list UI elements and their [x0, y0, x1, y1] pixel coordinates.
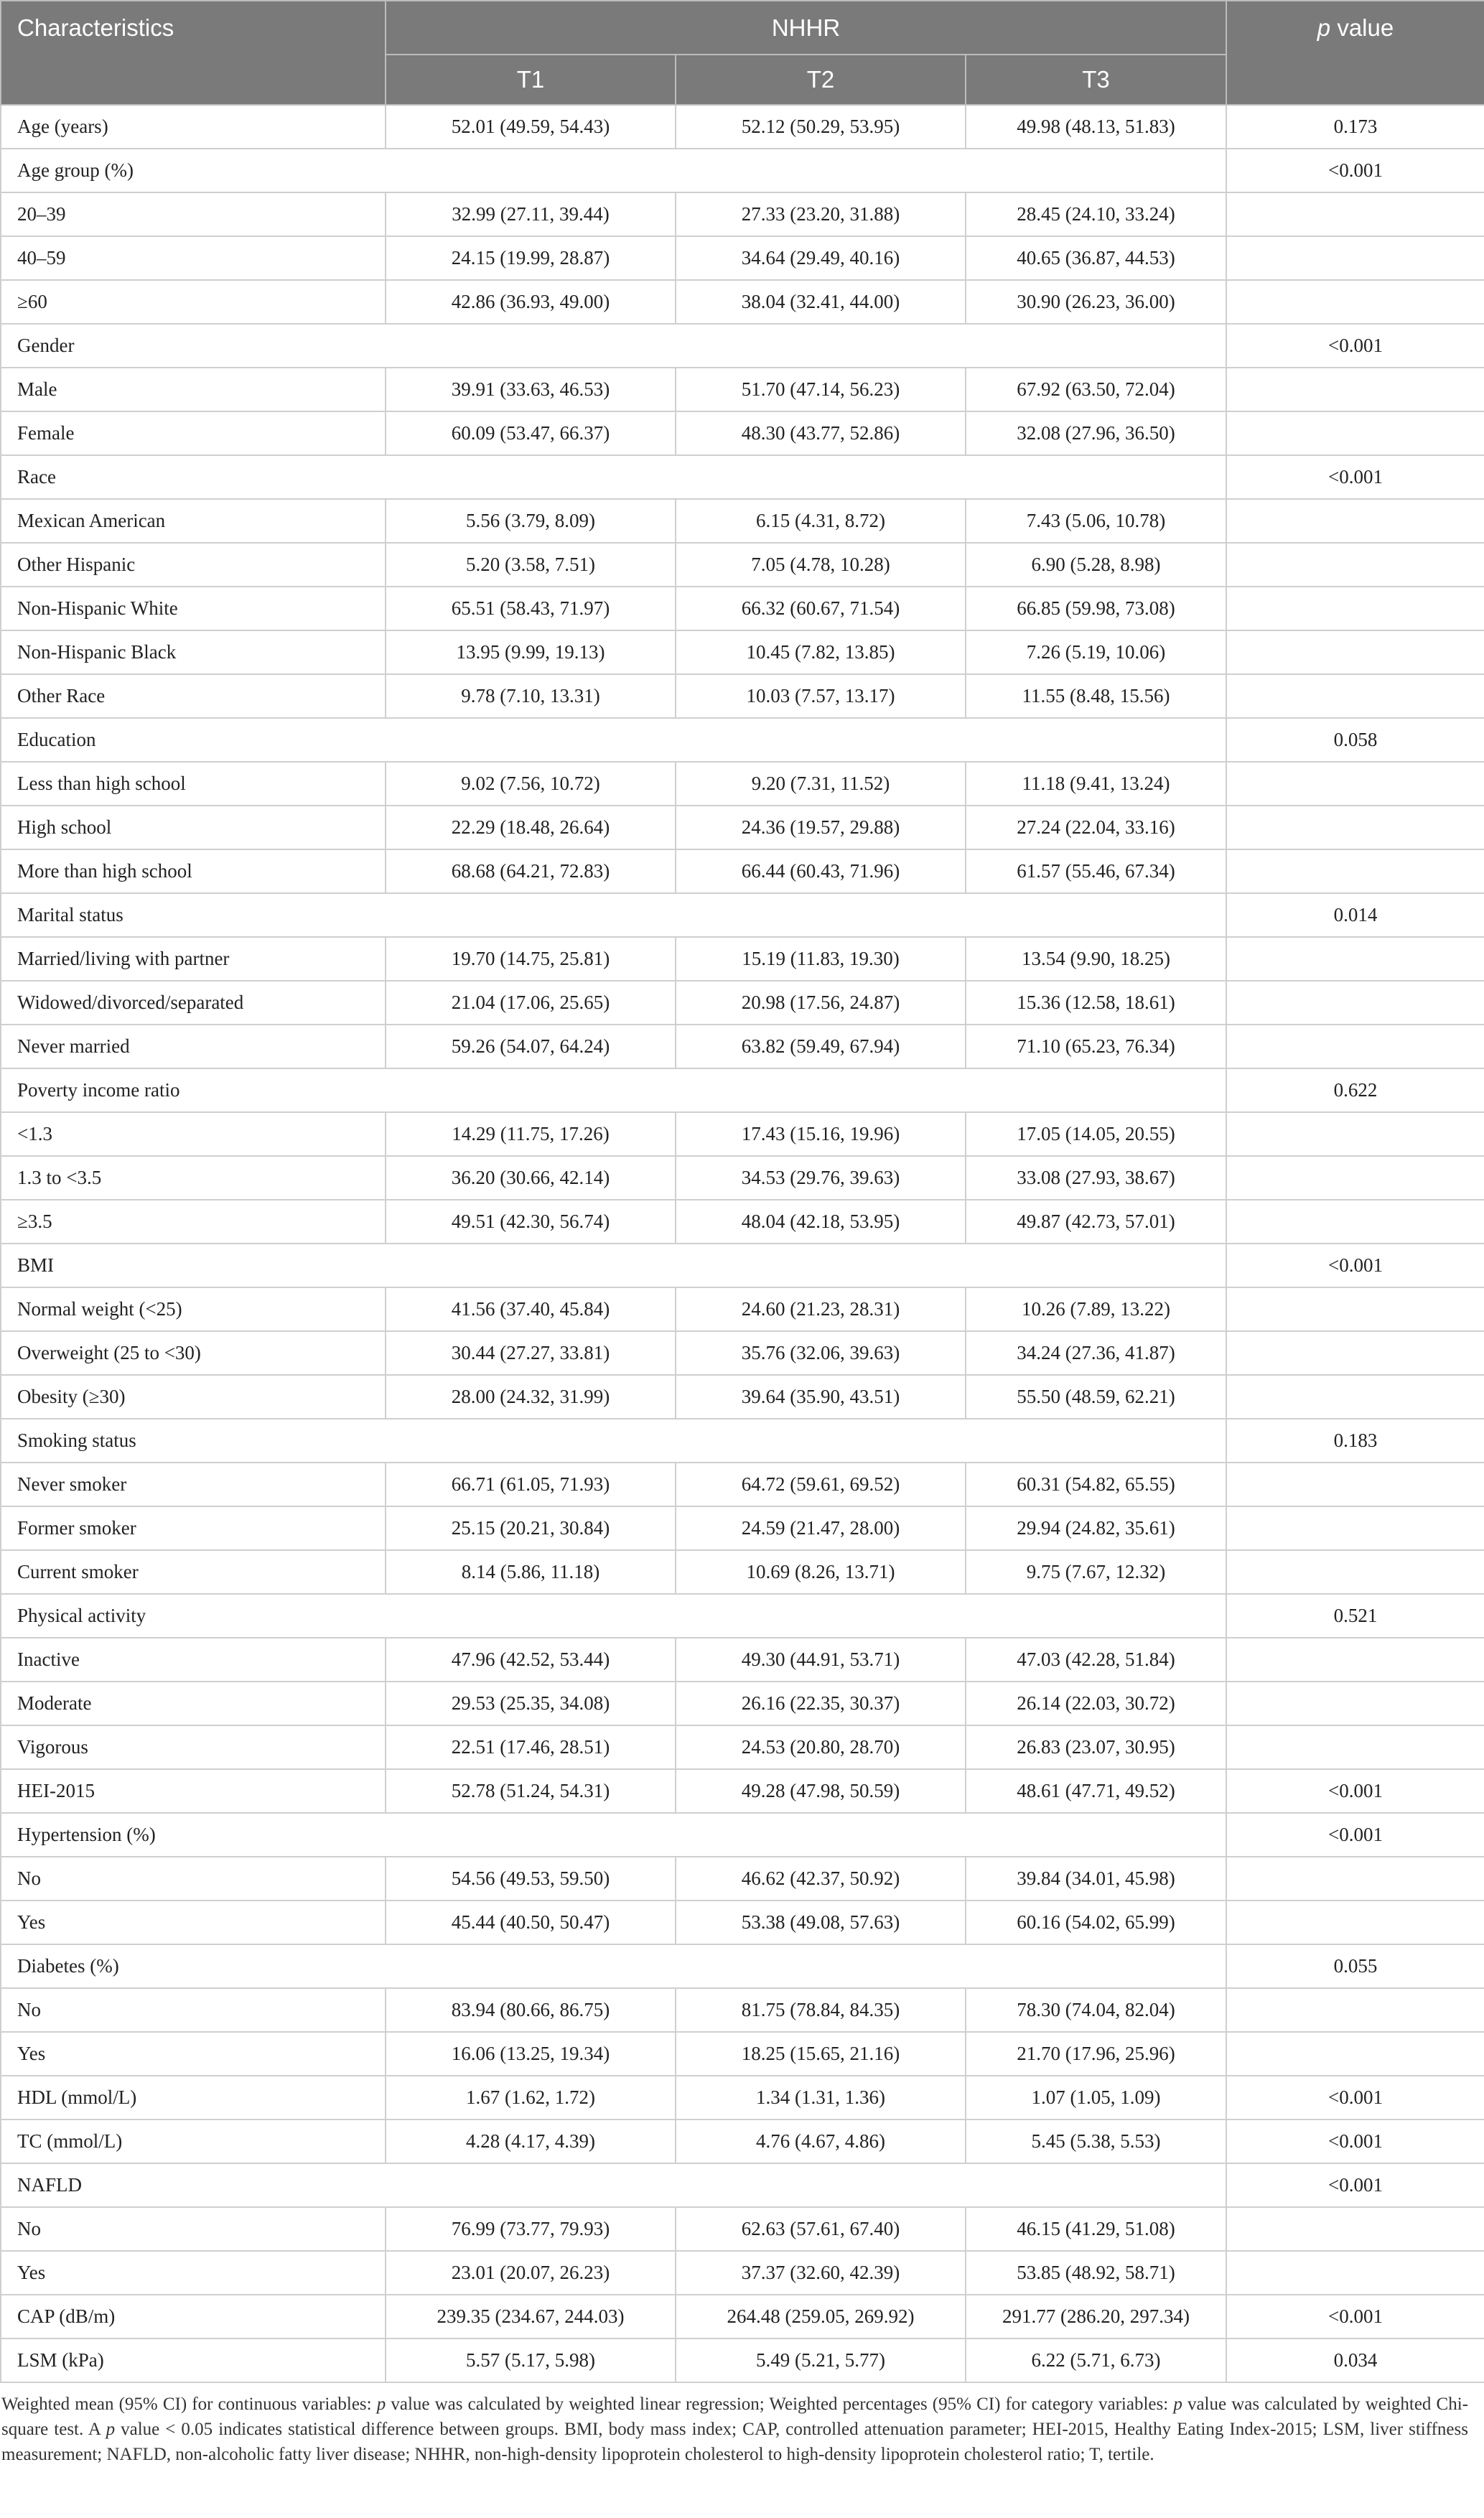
cell-t2: 20.98 (17.56, 24.87) — [676, 981, 966, 1025]
row-label: Vigorous — [1, 1725, 386, 1769]
cell-t2: 18.25 (15.65, 21.16) — [676, 2032, 966, 2076]
section-label: Hypertension (%) — [1, 1813, 1226, 1857]
table-section-row — [1, 1813, 1484, 1857]
cell-t3: 7.26 (5.19, 10.06) — [966, 630, 1226, 674]
table-header — [1, 1, 1484, 105]
cell-t3: 39.84 (34.01, 45.98) — [966, 1857, 1226, 1901]
header-p-rest: value — [1330, 14, 1394, 41]
cell-t2: 52.12 (50.29, 53.95) — [676, 105, 966, 149]
cell-t2: 264.48 (259.05, 269.92) — [676, 2295, 966, 2339]
row-label: Mexican American — [1, 499, 386, 543]
cell-p-value: <0.001 — [1226, 1244, 1484, 1287]
table-row — [1, 1901, 1484, 1944]
row-label: Other Race — [1, 674, 386, 718]
cell-p-value: <0.001 — [1226, 2120, 1484, 2163]
table-row — [1, 280, 1484, 324]
cell-p-value — [1226, 2251, 1484, 2295]
row-label: More than high school — [1, 849, 386, 893]
cell-p-value: <0.001 — [1226, 455, 1484, 499]
table-row — [1, 2076, 1484, 2120]
cell-p-value: <0.001 — [1226, 149, 1484, 192]
cell-t2: 15.19 (11.83, 19.30) — [676, 937, 966, 981]
cell-p-value: <0.001 — [1226, 2295, 1484, 2339]
cell-t2: 66.32 (60.67, 71.54) — [676, 587, 966, 630]
cell-p-value: <0.001 — [1226, 1769, 1484, 1813]
header-tertile-3: T3 — [966, 55, 1226, 105]
row-label: Obesity (≥30) — [1, 1375, 386, 1419]
cell-t2: 17.43 (15.16, 19.96) — [676, 1112, 966, 1156]
row-label: Yes — [1, 2251, 386, 2295]
cell-p-value: 0.622 — [1226, 1068, 1484, 1112]
table-row — [1, 236, 1484, 280]
cell-t1: 25.15 (20.21, 30.84) — [386, 1506, 676, 1550]
row-label: HDL (mmol/L) — [1, 2076, 386, 2120]
row-label: CAP (dB/m) — [1, 2295, 386, 2339]
cell-t3: 46.15 (41.29, 51.08) — [966, 2207, 1226, 2251]
cell-t1: 4.28 (4.17, 4.39) — [386, 2120, 676, 2163]
row-label: <1.3 — [1, 1112, 386, 1156]
cell-p-value — [1226, 236, 1484, 280]
table-row — [1, 1156, 1484, 1200]
cell-t2: 37.37 (32.60, 42.39) — [676, 2251, 966, 2295]
table-row — [1, 1287, 1484, 1331]
section-label: Marital status — [1, 893, 1226, 937]
cell-t3: 13.54 (9.90, 18.25) — [966, 937, 1226, 981]
row-label: Married/living with partner — [1, 937, 386, 981]
row-label: Other Hispanic — [1, 543, 386, 587]
footnote-part-3: value was calculated by weighted Chi-square test. A — [1, 2395, 1468, 2439]
cell-t1: 60.09 (53.47, 66.37) — [386, 411, 676, 455]
table-row — [1, 1506, 1484, 1550]
cell-t1: 39.91 (33.63, 46.53) — [386, 368, 676, 411]
cell-t3: 11.18 (9.41, 13.24) — [966, 762, 1226, 806]
cell-t3: 26.83 (23.07, 30.95) — [966, 1725, 1226, 1769]
cell-t2: 24.60 (21.23, 28.31) — [676, 1287, 966, 1331]
cell-t2: 24.36 (19.57, 29.88) — [676, 806, 966, 849]
table-section-row — [1, 1068, 1484, 1112]
cell-p-value — [1226, 1550, 1484, 1594]
cell-t3: 15.36 (12.58, 18.61) — [966, 981, 1226, 1025]
cell-t2: 24.59 (21.47, 28.00) — [676, 1506, 966, 1550]
cell-t3: 48.61 (47.71, 49.52) — [966, 1769, 1226, 1813]
cell-t1: 13.95 (9.99, 19.13) — [386, 630, 676, 674]
cell-p-value — [1226, 937, 1484, 981]
cell-p-value: <0.001 — [1226, 324, 1484, 368]
row-label: Current smoker — [1, 1550, 386, 1594]
row-label: Overweight (25 to <30) — [1, 1331, 386, 1375]
cell-t3: 78.30 (74.04, 82.04) — [966, 1988, 1226, 2032]
cell-t2: 9.20 (7.31, 11.52) — [676, 762, 966, 806]
cell-t2: 38.04 (32.41, 44.00) — [676, 280, 966, 324]
row-label: HEI-2015 — [1, 1769, 386, 1813]
cell-t2: 34.53 (29.76, 39.63) — [676, 1156, 966, 1200]
cell-p-value — [1226, 674, 1484, 718]
cell-p-value: 0.058 — [1226, 718, 1484, 762]
cell-t3: 47.03 (42.28, 51.84) — [966, 1638, 1226, 1682]
cell-t1: 65.51 (58.43, 71.97) — [386, 587, 676, 630]
cell-t1: 30.44 (27.27, 33.81) — [386, 1331, 676, 1375]
cell-p-value — [1226, 1682, 1484, 1725]
table-row — [1, 2339, 1484, 2382]
section-label: Gender — [1, 324, 1226, 368]
cell-t3: 32.08 (27.96, 36.50) — [966, 411, 1226, 455]
cell-t1: 16.06 (13.25, 19.34) — [386, 2032, 676, 2076]
cell-t1: 22.29 (18.48, 26.64) — [386, 806, 676, 849]
cell-t1: 52.78 (51.24, 54.31) — [386, 1769, 676, 1813]
cell-p-value: 0.521 — [1226, 1594, 1484, 1638]
cell-t1: 9.78 (7.10, 13.31) — [386, 674, 676, 718]
cell-p-value — [1226, 1112, 1484, 1156]
cell-t1: 83.94 (80.66, 86.75) — [386, 1988, 676, 2032]
section-label: Race — [1, 455, 1226, 499]
cell-p-value: 0.034 — [1226, 2339, 1484, 2382]
cell-t2: 10.45 (7.82, 13.85) — [676, 630, 966, 674]
row-label: Female — [1, 411, 386, 455]
cell-t1: 8.14 (5.86, 11.18) — [386, 1550, 676, 1594]
cell-p-value — [1226, 543, 1484, 587]
cell-t1: 9.02 (7.56, 10.72) — [386, 762, 676, 806]
cell-t1: 41.56 (37.40, 45.84) — [386, 1287, 676, 1331]
cell-p-value — [1226, 368, 1484, 411]
cell-t3: 11.55 (8.48, 15.56) — [966, 674, 1226, 718]
cell-p-value — [1226, 806, 1484, 849]
table-row — [1, 806, 1484, 849]
cell-p-value — [1226, 1156, 1484, 1200]
table-row — [1, 849, 1484, 893]
cell-t3: 27.24 (22.04, 33.16) — [966, 806, 1226, 849]
section-label: NAFLD — [1, 2163, 1226, 2207]
cell-p-value — [1226, 1463, 1484, 1506]
table-row — [1, 368, 1484, 411]
cell-t3: 30.90 (26.23, 36.00) — [966, 280, 1226, 324]
cell-p-value — [1226, 499, 1484, 543]
cell-t2: 48.30 (43.77, 52.86) — [676, 411, 966, 455]
cell-t3: 28.45 (24.10, 33.24) — [966, 192, 1226, 236]
cell-t3: 60.16 (54.02, 65.99) — [966, 1901, 1226, 1944]
row-label: No — [1, 1857, 386, 1901]
footnote-p-3: p — [106, 2420, 116, 2439]
table-row — [1, 105, 1484, 149]
row-label: Less than high school — [1, 762, 386, 806]
table-section-row — [1, 1244, 1484, 1287]
cell-p-value — [1226, 1988, 1484, 2032]
row-label: 1.3 to <3.5 — [1, 1156, 386, 1200]
cell-t3: 17.05 (14.05, 20.55) — [966, 1112, 1226, 1156]
row-label: Yes — [1, 2032, 386, 2076]
cell-t1: 36.20 (30.66, 42.14) — [386, 1156, 676, 1200]
cell-t2: 53.38 (49.08, 57.63) — [676, 1901, 966, 1944]
cell-t3: 40.65 (36.87, 44.53) — [966, 236, 1226, 280]
cell-p-value — [1226, 1200, 1484, 1244]
cell-t1: 32.99 (27.11, 39.44) — [386, 192, 676, 236]
cell-t1: 5.56 (3.79, 8.09) — [386, 499, 676, 543]
cell-p-value — [1226, 280, 1484, 324]
row-label: Non-Hispanic White — [1, 587, 386, 630]
section-label: Diabetes (%) — [1, 1944, 1226, 1988]
footnote-part-1: Weighted mean (95% CI) for continuous variables: — [1, 2395, 377, 2414]
table-footnote — [0, 2383, 1484, 2467]
cell-t2: 5.49 (5.21, 5.77) — [676, 2339, 966, 2382]
cell-t3: 66.85 (59.98, 73.08) — [966, 587, 1226, 630]
table-row — [1, 762, 1484, 806]
cell-t3: 291.77 (286.20, 297.34) — [966, 2295, 1226, 2339]
cell-p-value — [1226, 411, 1484, 455]
table-row — [1, 1025, 1484, 1068]
cell-t2: 49.30 (44.91, 53.71) — [676, 1638, 966, 1682]
cell-t3: 67.92 (63.50, 72.04) — [966, 368, 1226, 411]
table-row — [1, 1200, 1484, 1244]
cell-p-value — [1226, 2207, 1484, 2251]
section-label: Smoking status — [1, 1419, 1226, 1463]
cell-t1: 5.20 (3.58, 7.51) — [386, 543, 676, 587]
cell-t2: 62.63 (57.61, 67.40) — [676, 2207, 966, 2251]
cell-p-value — [1226, 192, 1484, 236]
cell-t1: 24.15 (19.99, 28.87) — [386, 236, 676, 280]
table-row — [1, 411, 1484, 455]
table-row — [1, 937, 1484, 981]
cell-t1: 28.00 (24.32, 31.99) — [386, 1375, 676, 1419]
table-section-row — [1, 718, 1484, 762]
row-label: Never smoker — [1, 1463, 386, 1506]
row-label: ≥3.5 — [1, 1200, 386, 1244]
table-body — [1, 105, 1484, 2382]
cell-t2: 66.44 (60.43, 71.96) — [676, 849, 966, 893]
table-row — [1, 630, 1484, 674]
table-row — [1, 587, 1484, 630]
table-row — [1, 192, 1484, 236]
cell-t3: 49.98 (48.13, 51.83) — [966, 105, 1226, 149]
cell-t3: 29.94 (24.82, 35.61) — [966, 1506, 1226, 1550]
cell-p-value — [1226, 1025, 1484, 1068]
cell-t3: 6.90 (5.28, 8.98) — [966, 543, 1226, 587]
cell-t2: 39.64 (35.90, 43.51) — [676, 1375, 966, 1419]
row-label: 40–59 — [1, 236, 386, 280]
header-nhhr-group: NHHR — [386, 1, 1226, 55]
row-label: Former smoker — [1, 1506, 386, 1550]
cell-p-value — [1226, 1725, 1484, 1769]
header-characteristics: Characteristics — [1, 1, 386, 105]
table-row — [1, 1375, 1484, 1419]
cell-p-value — [1226, 981, 1484, 1025]
cell-t3: 6.22 (5.71, 6.73) — [966, 2339, 1226, 2382]
cell-t2: 46.62 (42.37, 50.92) — [676, 1857, 966, 1901]
cell-t1: 29.53 (25.35, 34.08) — [386, 1682, 676, 1725]
cell-t1: 66.71 (61.05, 71.93) — [386, 1463, 676, 1506]
cell-t1: 22.51 (17.46, 28.51) — [386, 1725, 676, 1769]
cell-t1: 52.01 (49.59, 54.43) — [386, 105, 676, 149]
row-label: Inactive — [1, 1638, 386, 1682]
cell-t1: 23.01 (20.07, 26.23) — [386, 2251, 676, 2295]
cell-t1: 59.26 (54.07, 64.24) — [386, 1025, 676, 1068]
table-section-row — [1, 2163, 1484, 2207]
table-row — [1, 2295, 1484, 2339]
cell-t2: 35.76 (32.06, 39.63) — [676, 1331, 966, 1375]
cell-t3: 55.50 (48.59, 62.21) — [966, 1375, 1226, 1419]
cell-t2: 4.76 (4.67, 4.86) — [676, 2120, 966, 2163]
row-label: Male — [1, 368, 386, 411]
cell-t3: 53.85 (48.92, 58.71) — [966, 2251, 1226, 2295]
cell-t3: 49.87 (42.73, 57.01) — [966, 1200, 1226, 1244]
table-row — [1, 1638, 1484, 1682]
row-label: Widowed/divorced/separated — [1, 981, 386, 1025]
cell-t1: 5.57 (5.17, 5.98) — [386, 2339, 676, 2382]
table-row — [1, 499, 1484, 543]
cell-t1: 239.35 (234.67, 244.03) — [386, 2295, 676, 2339]
cell-t3: 5.45 (5.38, 5.53) — [966, 2120, 1226, 2163]
section-label: Poverty income ratio — [1, 1068, 1226, 1112]
table-section-row — [1, 324, 1484, 368]
table-section-row — [1, 1944, 1484, 1988]
table-row — [1, 1463, 1484, 1506]
row-label: Non-Hispanic Black — [1, 630, 386, 674]
table-section-row — [1, 149, 1484, 192]
table-row — [1, 1857, 1484, 1901]
cell-t2: 26.16 (22.35, 30.37) — [676, 1682, 966, 1725]
cell-p-value — [1226, 587, 1484, 630]
cell-t1: 19.70 (14.75, 25.81) — [386, 937, 676, 981]
cell-p-value — [1226, 849, 1484, 893]
row-label: Moderate — [1, 1682, 386, 1725]
cell-p-value — [1226, 1901, 1484, 1944]
cell-p-value — [1226, 2032, 1484, 2076]
section-label: BMI — [1, 1244, 1226, 1287]
table-row — [1, 1988, 1484, 2032]
row-label: LSM (kPa) — [1, 2339, 386, 2382]
cell-p-value — [1226, 1287, 1484, 1331]
cell-p-value: 0.055 — [1226, 1944, 1484, 1988]
cell-t1: 45.44 (40.50, 50.47) — [386, 1901, 676, 1944]
cell-t3: 60.31 (54.82, 65.55) — [966, 1463, 1226, 1506]
cell-t3: 61.57 (55.46, 67.34) — [966, 849, 1226, 893]
table-row — [1, 1769, 1484, 1813]
cell-t2: 81.75 (78.84, 84.35) — [676, 1988, 966, 2032]
cell-t2: 34.64 (29.49, 40.16) — [676, 236, 966, 280]
table-section-row — [1, 1594, 1484, 1638]
table-row — [1, 543, 1484, 587]
row-label: Normal weight (<25) — [1, 1287, 386, 1331]
table-row — [1, 674, 1484, 718]
cell-t3: 26.14 (22.03, 30.72) — [966, 1682, 1226, 1725]
cell-p-value: 0.183 — [1226, 1419, 1484, 1463]
header-tertile-2: T2 — [676, 55, 966, 105]
cell-t1: 1.67 (1.62, 1.72) — [386, 2076, 676, 2120]
section-label: Education — [1, 718, 1226, 762]
cell-t3: 1.07 (1.05, 1.09) — [966, 2076, 1226, 2120]
cell-t3: 10.26 (7.89, 13.22) — [966, 1287, 1226, 1331]
cell-p-value: 0.014 — [1226, 893, 1484, 937]
cell-p-value — [1226, 1331, 1484, 1375]
row-label: TC (mmol/L) — [1, 2120, 386, 2163]
table-row — [1, 1725, 1484, 1769]
row-label: High school — [1, 806, 386, 849]
table-row — [1, 1112, 1484, 1156]
table-row — [1, 2207, 1484, 2251]
cell-t1: 42.86 (36.93, 49.00) — [386, 280, 676, 324]
cell-t2: 10.69 (8.26, 13.71) — [676, 1550, 966, 1594]
cell-t1: 76.99 (73.77, 79.93) — [386, 2207, 676, 2251]
cell-t1: 68.68 (64.21, 72.83) — [386, 849, 676, 893]
cell-t2: 10.03 (7.57, 13.17) — [676, 674, 966, 718]
table-section-row — [1, 893, 1484, 937]
footnote-p-2: p — [1173, 2395, 1182, 2414]
header-p-value — [1226, 1, 1484, 105]
cell-t1: 14.29 (11.75, 17.26) — [386, 1112, 676, 1156]
cell-p-value — [1226, 630, 1484, 674]
cell-t2: 7.05 (4.78, 10.28) — [676, 543, 966, 587]
footnote-part-4: value < 0.05 indicates statistical difference between groups. BMI, body mass index; CAP, controlled attenuation parameter; HEI-2015, Healthy Eating Index-2015; LSM, liver stiffness measurement; NAFLD, non-alcoholic fatty liver disease; NHHR, non-high-density lipoprotein cholesterol to high-density lipoprotein cholesterol ratio; T, tertile. — [1, 2420, 1468, 2464]
cell-p-value — [1226, 1506, 1484, 1550]
header-p-italic: p — [1317, 14, 1331, 41]
row-label: ≥60 — [1, 280, 386, 324]
cell-p-value: <0.001 — [1226, 2076, 1484, 2120]
table-row — [1, 1331, 1484, 1375]
section-label: Physical activity — [1, 1594, 1226, 1638]
cell-t3: 7.43 (5.06, 10.78) — [966, 499, 1226, 543]
cell-t2: 48.04 (42.18, 53.95) — [676, 1200, 966, 1244]
row-label: No — [1, 2207, 386, 2251]
cell-t2: 51.70 (47.14, 56.23) — [676, 368, 966, 411]
cell-t1: 54.56 (49.53, 59.50) — [386, 1857, 676, 1901]
table-row — [1, 1550, 1484, 1594]
cell-t2: 6.15 (4.31, 8.72) — [676, 499, 966, 543]
header-tertile-1: T1 — [386, 55, 676, 105]
row-label: Yes — [1, 1901, 386, 1944]
row-label: Age (years) — [1, 105, 386, 149]
cell-t3: 9.75 (7.67, 12.32) — [966, 1550, 1226, 1594]
cell-p-value — [1226, 1857, 1484, 1901]
row-label: 20–39 — [1, 192, 386, 236]
cell-t3: 71.10 (65.23, 76.34) — [966, 1025, 1226, 1068]
cell-t2: 1.34 (1.31, 1.36) — [676, 2076, 966, 2120]
cell-p-value — [1226, 762, 1484, 806]
footnote-part-2: value was calculated by weighted linear regression; Weighted percentages (95% CI) for category variables: — [386, 2395, 1174, 2414]
cell-t3: 21.70 (17.96, 25.96) — [966, 2032, 1226, 2076]
row-label: Never married — [1, 1025, 386, 1068]
cell-t1: 47.96 (42.52, 53.44) — [386, 1638, 676, 1682]
table-row — [1, 2120, 1484, 2163]
cell-t1: 21.04 (17.06, 25.65) — [386, 981, 676, 1025]
cell-t2: 63.82 (59.49, 67.94) — [676, 1025, 966, 1068]
footnote-p-1: p — [376, 2395, 386, 2414]
cell-t2: 64.72 (59.61, 69.52) — [676, 1463, 966, 1506]
cell-t1: 49.51 (42.30, 56.74) — [386, 1200, 676, 1244]
table-row — [1, 1682, 1484, 1725]
table-section-row — [1, 1419, 1484, 1463]
cell-p-value — [1226, 1375, 1484, 1419]
cell-p-value: 0.173 — [1226, 105, 1484, 149]
cell-t2: 24.53 (20.80, 28.70) — [676, 1725, 966, 1769]
cell-t3: 33.08 (27.93, 38.67) — [966, 1156, 1226, 1200]
table-row — [1, 2251, 1484, 2295]
cell-p-value: <0.001 — [1226, 1813, 1484, 1857]
table-section-row — [1, 455, 1484, 499]
cell-t2: 27.33 (23.20, 31.88) — [676, 192, 966, 236]
cell-t2: 49.28 (47.98, 50.59) — [676, 1769, 966, 1813]
cell-p-value — [1226, 1638, 1484, 1682]
row-label: No — [1, 1988, 386, 2032]
cell-t3: 34.24 (27.36, 41.87) — [966, 1331, 1226, 1375]
section-label: Age group (%) — [1, 149, 1226, 192]
table-row — [1, 981, 1484, 1025]
table-row — [1, 2032, 1484, 2076]
cell-p-value: <0.001 — [1226, 2163, 1484, 2207]
